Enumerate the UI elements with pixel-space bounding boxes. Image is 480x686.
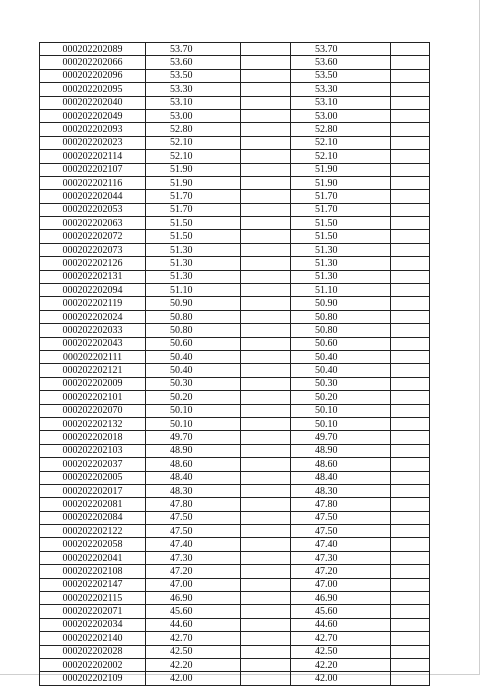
candidate-id-cell: 000202202115 xyxy=(40,592,146,605)
table-row xyxy=(40,217,430,230)
empty-cell xyxy=(241,658,291,671)
score-cell: 53.30 xyxy=(146,83,241,96)
empty-cell xyxy=(241,645,291,658)
final-score-cell: 50.40 xyxy=(291,364,391,377)
empty-cell xyxy=(391,150,430,163)
candidate-id-cell: 000202202096 xyxy=(40,69,146,82)
empty-cell xyxy=(241,96,291,109)
empty-cell xyxy=(241,391,291,404)
table-row xyxy=(40,96,430,109)
candidate-id-cell: 000202202108 xyxy=(40,565,146,578)
score-cell: 42.20 xyxy=(146,658,241,671)
table-row xyxy=(40,176,430,189)
final-score-cell: 42.20 xyxy=(291,658,391,671)
empty-cell xyxy=(391,658,430,671)
candidate-id-cell: 000202202028 xyxy=(40,645,146,658)
candidate-id-cell: 000202202033 xyxy=(40,324,146,337)
table-row xyxy=(40,257,430,270)
empty-cell xyxy=(241,458,291,471)
empty-cell xyxy=(391,458,430,471)
empty-cell xyxy=(241,498,291,511)
score-cell: 50.40 xyxy=(146,364,241,377)
empty-cell xyxy=(241,364,291,377)
table-row xyxy=(40,551,430,564)
empty-cell xyxy=(391,525,430,538)
empty-cell xyxy=(241,230,291,243)
table-row xyxy=(40,498,430,511)
candidate-id-cell: 000202202058 xyxy=(40,538,146,551)
candidate-id-cell: 000202202126 xyxy=(40,257,146,270)
table-row xyxy=(40,578,430,591)
empty-cell xyxy=(241,632,291,645)
empty-cell xyxy=(241,243,291,256)
empty-cell xyxy=(241,538,291,551)
candidate-id-cell: 000202202049 xyxy=(40,109,146,122)
empty-cell xyxy=(241,69,291,82)
final-score-cell: 49.70 xyxy=(291,431,391,444)
final-score-cell: 50.80 xyxy=(291,324,391,337)
final-score-cell: 42.00 xyxy=(291,672,391,685)
empty-cell xyxy=(391,511,430,524)
empty-cell xyxy=(391,350,430,363)
score-cell: 52.80 xyxy=(146,123,241,136)
table-row xyxy=(40,471,430,484)
empty-cell xyxy=(391,123,430,136)
candidate-id-cell: 000202202094 xyxy=(40,284,146,297)
candidate-id-cell: 000202202122 xyxy=(40,525,146,538)
table-row xyxy=(40,243,430,256)
empty-cell xyxy=(241,592,291,605)
empty-cell xyxy=(391,337,430,350)
candidate-id-cell: 000202202041 xyxy=(40,551,146,564)
score-cell: 50.20 xyxy=(146,391,241,404)
table-row xyxy=(40,324,430,337)
candidate-id-cell: 000202202093 xyxy=(40,123,146,136)
table-row xyxy=(40,525,430,538)
empty-cell xyxy=(241,618,291,631)
empty-cell xyxy=(391,364,430,377)
final-score-cell: 47.00 xyxy=(291,578,391,591)
score-table-body xyxy=(40,43,430,686)
empty-cell xyxy=(391,176,430,189)
score-cell: 42.00 xyxy=(146,672,241,685)
final-score-cell: 47.40 xyxy=(291,538,391,551)
candidate-id-cell: 000202202114 xyxy=(40,150,146,163)
empty-cell xyxy=(391,471,430,484)
empty-cell xyxy=(391,270,430,283)
candidate-id-cell: 000202202089 xyxy=(40,43,146,56)
final-score-cell: 53.50 xyxy=(291,69,391,82)
final-score-cell: 47.50 xyxy=(291,525,391,538)
final-score-cell: 50.40 xyxy=(291,350,391,363)
empty-cell xyxy=(391,190,430,203)
score-cell: 47.20 xyxy=(146,565,241,578)
table-row xyxy=(40,230,430,243)
table-row xyxy=(40,270,430,283)
empty-cell xyxy=(241,324,291,337)
candidate-id-cell: 000202202023 xyxy=(40,136,146,149)
candidate-id-cell: 000202202147 xyxy=(40,578,146,591)
table-row xyxy=(40,458,430,471)
empty-cell xyxy=(241,310,291,323)
empty-cell xyxy=(241,257,291,270)
candidate-id-cell: 000202202132 xyxy=(40,417,146,430)
empty-cell xyxy=(391,324,430,337)
empty-cell xyxy=(241,203,291,216)
table-row xyxy=(40,364,430,377)
final-score-cell: 53.70 xyxy=(291,43,391,56)
score-cell: 51.30 xyxy=(146,270,241,283)
empty-cell xyxy=(241,297,291,310)
empty-cell xyxy=(241,150,291,163)
score-cell: 51.70 xyxy=(146,203,241,216)
empty-cell xyxy=(391,592,430,605)
candidate-id-cell: 000202202024 xyxy=(40,310,146,323)
score-cell: 53.00 xyxy=(146,109,241,122)
candidate-id-cell: 000202202066 xyxy=(40,56,146,69)
candidate-id-cell: 000202202140 xyxy=(40,632,146,645)
empty-cell xyxy=(241,56,291,69)
final-score-cell: 51.30 xyxy=(291,270,391,283)
score-cell: 50.90 xyxy=(146,297,241,310)
final-score-cell: 53.10 xyxy=(291,96,391,109)
empty-cell xyxy=(241,337,291,350)
empty-cell xyxy=(241,217,291,230)
empty-cell xyxy=(391,391,430,404)
final-score-cell: 48.30 xyxy=(291,484,391,497)
table-row xyxy=(40,605,430,618)
candidate-id-cell: 000202202009 xyxy=(40,377,146,390)
empty-cell xyxy=(241,431,291,444)
score-cell: 49.70 xyxy=(146,431,241,444)
candidate-id-cell: 000202202005 xyxy=(40,471,146,484)
empty-cell xyxy=(391,56,430,69)
candidate-id-cell: 000202202071 xyxy=(40,605,146,618)
final-score-cell: 51.70 xyxy=(291,190,391,203)
empty-cell xyxy=(391,377,430,390)
candidate-id-cell: 000202202107 xyxy=(40,163,146,176)
final-score-cell: 50.30 xyxy=(291,377,391,390)
table-row xyxy=(40,404,430,417)
final-score-cell: 51.90 xyxy=(291,176,391,189)
score-cell: 42.50 xyxy=(146,645,241,658)
score-cell: 47.50 xyxy=(146,511,241,524)
table-row xyxy=(40,538,430,551)
score-cell: 48.90 xyxy=(146,444,241,457)
empty-cell xyxy=(391,404,430,417)
final-score-cell: 53.00 xyxy=(291,109,391,122)
table-row xyxy=(40,391,430,404)
final-score-cell: 50.10 xyxy=(291,404,391,417)
final-score-cell: 53.60 xyxy=(291,56,391,69)
empty-cell xyxy=(391,672,430,685)
empty-cell xyxy=(241,270,291,283)
empty-cell xyxy=(391,43,430,56)
final-score-cell: 51.50 xyxy=(291,217,391,230)
empty-cell xyxy=(391,444,430,457)
empty-cell xyxy=(241,284,291,297)
empty-cell xyxy=(391,136,430,149)
empty-cell xyxy=(391,498,430,511)
table-row xyxy=(40,658,430,671)
score-cell: 50.80 xyxy=(146,310,241,323)
score-cell: 47.00 xyxy=(146,578,241,591)
empty-cell xyxy=(241,511,291,524)
score-cell: 52.10 xyxy=(146,150,241,163)
table-row xyxy=(40,310,430,323)
table-row xyxy=(40,672,430,685)
empty-cell xyxy=(241,123,291,136)
table-row xyxy=(40,150,430,163)
candidate-id-cell: 000202202131 xyxy=(40,270,146,283)
final-score-cell: 44.60 xyxy=(291,618,391,631)
final-score-cell: 50.10 xyxy=(291,417,391,430)
score-cell: 50.60 xyxy=(146,337,241,350)
score-cell: 51.30 xyxy=(146,257,241,270)
candidate-id-cell: 000202202018 xyxy=(40,431,146,444)
score-cell: 46.90 xyxy=(146,592,241,605)
score-cell: 47.50 xyxy=(146,525,241,538)
score-cell: 53.10 xyxy=(146,96,241,109)
candidate-id-cell: 000202202037 xyxy=(40,458,146,471)
empty-cell xyxy=(391,551,430,564)
table-row xyxy=(40,337,430,350)
candidate-id-cell: 000202202073 xyxy=(40,243,146,256)
table-row xyxy=(40,592,430,605)
score-cell: 53.60 xyxy=(146,56,241,69)
final-score-cell: 51.30 xyxy=(291,243,391,256)
table-row xyxy=(40,297,430,310)
table-row xyxy=(40,511,430,524)
table-row xyxy=(40,83,430,96)
final-score-cell: 50.80 xyxy=(291,310,391,323)
candidate-id-cell: 000202202084 xyxy=(40,511,146,524)
candidate-id-cell: 000202202034 xyxy=(40,618,146,631)
score-cell: 47.80 xyxy=(146,498,241,511)
candidate-id-cell: 000202202044 xyxy=(40,190,146,203)
candidate-id-cell: 000202202043 xyxy=(40,337,146,350)
candidate-id-cell: 000202202116 xyxy=(40,176,146,189)
empty-cell xyxy=(241,83,291,96)
final-score-cell: 47.20 xyxy=(291,565,391,578)
empty-cell xyxy=(391,297,430,310)
final-score-cell: 48.40 xyxy=(291,471,391,484)
score-cell: 53.70 xyxy=(146,43,241,56)
final-score-cell: 47.80 xyxy=(291,498,391,511)
table-row xyxy=(40,69,430,82)
candidate-id-cell: 000202202017 xyxy=(40,484,146,497)
table-row xyxy=(40,123,430,136)
empty-cell xyxy=(241,525,291,538)
score-cell: 51.90 xyxy=(146,176,241,189)
score-cell: 50.10 xyxy=(146,417,241,430)
empty-cell xyxy=(391,484,430,497)
final-score-cell: 48.60 xyxy=(291,458,391,471)
score-cell: 51.50 xyxy=(146,217,241,230)
table-row xyxy=(40,377,430,390)
final-score-cell: 53.30 xyxy=(291,83,391,96)
final-score-cell: 51.30 xyxy=(291,257,391,270)
score-cell: 44.60 xyxy=(146,618,241,631)
empty-cell xyxy=(241,190,291,203)
candidate-id-cell: 000202202040 xyxy=(40,96,146,109)
score-cell: 50.30 xyxy=(146,377,241,390)
empty-cell xyxy=(241,672,291,685)
empty-cell xyxy=(391,417,430,430)
final-score-cell: 47.50 xyxy=(291,511,391,524)
candidate-id-cell: 000202202103 xyxy=(40,444,146,457)
final-score-cell: 46.90 xyxy=(291,592,391,605)
final-score-cell: 52.80 xyxy=(291,123,391,136)
empty-cell xyxy=(391,243,430,256)
final-score-cell: 42.50 xyxy=(291,645,391,658)
empty-cell xyxy=(241,484,291,497)
empty-cell xyxy=(391,109,430,122)
final-score-cell: 51.50 xyxy=(291,230,391,243)
candidate-id-cell: 000202202095 xyxy=(40,83,146,96)
final-score-cell: 50.20 xyxy=(291,391,391,404)
final-score-cell: 47.30 xyxy=(291,551,391,564)
empty-cell xyxy=(391,565,430,578)
empty-cell xyxy=(241,163,291,176)
candidate-id-cell: 000202202002 xyxy=(40,658,146,671)
score-cell: 53.50 xyxy=(146,69,241,82)
empty-cell xyxy=(241,109,291,122)
score-table xyxy=(39,42,430,686)
final-score-cell: 42.70 xyxy=(291,632,391,645)
empty-cell xyxy=(391,257,430,270)
empty-cell xyxy=(391,605,430,618)
score-cell: 48.40 xyxy=(146,471,241,484)
empty-cell xyxy=(391,230,430,243)
empty-cell xyxy=(241,578,291,591)
table-row xyxy=(40,565,430,578)
empty-cell xyxy=(241,176,291,189)
score-cell: 50.80 xyxy=(146,324,241,337)
empty-cell xyxy=(391,96,430,109)
table-row xyxy=(40,618,430,631)
empty-cell xyxy=(391,163,430,176)
empty-cell xyxy=(241,444,291,457)
empty-cell xyxy=(241,136,291,149)
table-row xyxy=(40,203,430,216)
empty-cell xyxy=(241,565,291,578)
table-row xyxy=(40,190,430,203)
table-row xyxy=(40,109,430,122)
final-score-cell: 45.60 xyxy=(291,605,391,618)
score-cell: 48.60 xyxy=(146,458,241,471)
table-row xyxy=(40,350,430,363)
empty-cell xyxy=(391,645,430,658)
candidate-id-cell: 000202202109 xyxy=(40,672,146,685)
empty-cell xyxy=(391,284,430,297)
score-cell: 51.10 xyxy=(146,284,241,297)
final-score-cell: 52.10 xyxy=(291,150,391,163)
candidate-id-cell: 000202202111 xyxy=(40,350,146,363)
score-cell: 50.10 xyxy=(146,404,241,417)
empty-cell xyxy=(241,605,291,618)
final-score-cell: 50.60 xyxy=(291,337,391,350)
empty-cell xyxy=(241,551,291,564)
candidate-id-cell: 000202202070 xyxy=(40,404,146,417)
score-cell: 42.70 xyxy=(146,632,241,645)
empty-cell xyxy=(241,417,291,430)
empty-cell xyxy=(391,203,430,216)
empty-cell xyxy=(391,431,430,444)
empty-cell xyxy=(241,350,291,363)
table-row xyxy=(40,484,430,497)
table-row xyxy=(40,431,430,444)
table-row xyxy=(40,56,430,69)
empty-cell xyxy=(391,632,430,645)
table-row xyxy=(40,417,430,430)
score-cell: 51.90 xyxy=(146,163,241,176)
score-cell: 51.30 xyxy=(146,243,241,256)
final-score-cell: 52.10 xyxy=(291,136,391,149)
table-row xyxy=(40,136,430,149)
empty-cell xyxy=(241,377,291,390)
empty-cell xyxy=(391,310,430,323)
table-row xyxy=(40,163,430,176)
score-cell: 48.30 xyxy=(146,484,241,497)
final-score-cell: 50.90 xyxy=(291,297,391,310)
table-row xyxy=(40,43,430,56)
table-row xyxy=(40,632,430,645)
score-cell: 45.60 xyxy=(146,605,241,618)
empty-cell xyxy=(241,43,291,56)
candidate-id-cell: 000202202053 xyxy=(40,203,146,216)
empty-cell xyxy=(241,471,291,484)
score-cell: 47.30 xyxy=(146,551,241,564)
final-score-cell: 51.90 xyxy=(291,163,391,176)
table-row xyxy=(40,284,430,297)
candidate-id-cell: 000202202121 xyxy=(40,364,146,377)
candidate-id-cell: 000202202063 xyxy=(40,217,146,230)
score-cell: 51.50 xyxy=(146,230,241,243)
candidate-id-cell: 000202202081 xyxy=(40,498,146,511)
final-score-cell: 51.10 xyxy=(291,284,391,297)
score-cell: 50.40 xyxy=(146,350,241,363)
score-cell: 52.10 xyxy=(146,136,241,149)
final-score-cell: 51.70 xyxy=(291,203,391,216)
candidate-id-cell: 000202202072 xyxy=(40,230,146,243)
table-row xyxy=(40,444,430,457)
score-cell: 51.70 xyxy=(146,190,241,203)
empty-cell xyxy=(391,538,430,551)
table-row xyxy=(40,645,430,658)
empty-cell xyxy=(391,618,430,631)
candidate-id-cell: 000202202101 xyxy=(40,391,146,404)
empty-cell xyxy=(391,69,430,82)
empty-cell xyxy=(391,578,430,591)
candidate-id-cell: 000202202119 xyxy=(40,297,146,310)
empty-cell xyxy=(241,404,291,417)
score-cell: 47.40 xyxy=(146,538,241,551)
final-score-cell: 48.90 xyxy=(291,444,391,457)
empty-cell xyxy=(391,83,430,96)
empty-cell xyxy=(391,217,430,230)
